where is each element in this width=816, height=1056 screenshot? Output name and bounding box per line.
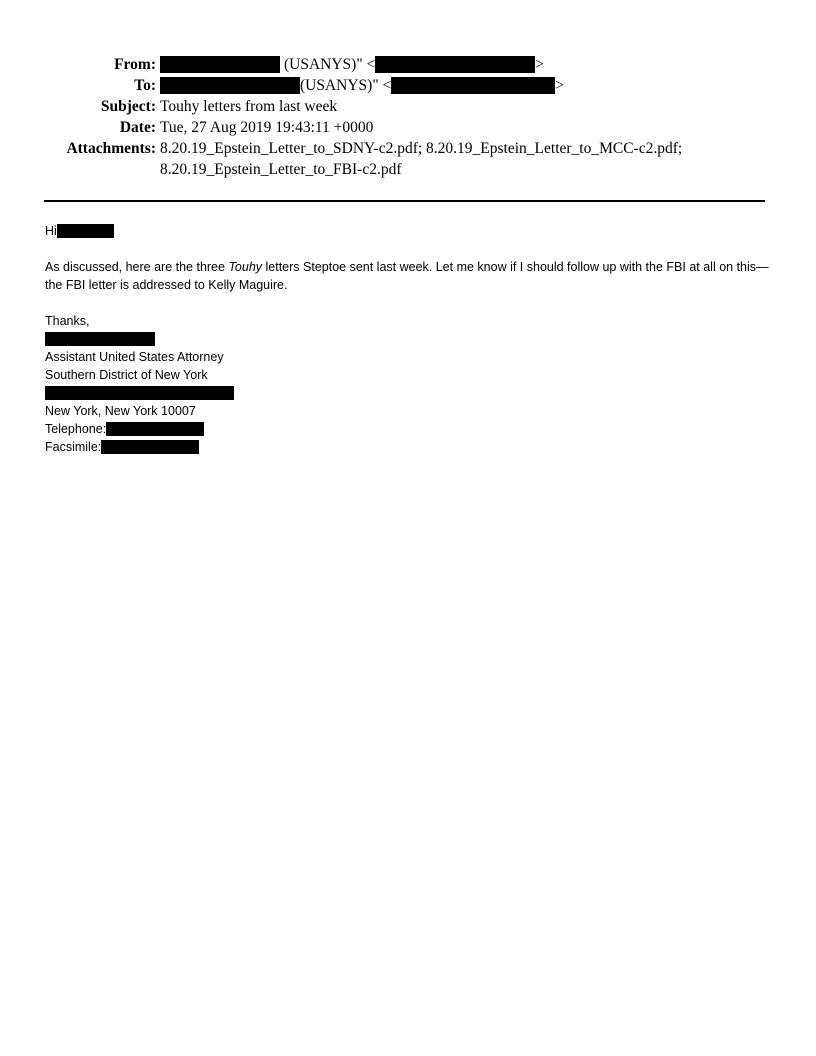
to-row [0, 75, 816, 96]
email-header [0, 54, 816, 180]
greeting-line [45, 222, 775, 240]
signature-address [45, 384, 775, 402]
subject-row [0, 96, 816, 117]
attachments-row [0, 138, 816, 180]
greeting: Hi [45, 224, 57, 238]
telephone-label: Telephone: [45, 422, 107, 436]
to-label: To: [134, 77, 156, 94]
redaction-block [57, 224, 114, 238]
redaction-block [375, 56, 535, 73]
redaction-block [45, 332, 155, 346]
from-close: > [535, 56, 545, 73]
attachment-line: 8.20.19_Epstein_Letter_to_FBI-c2.pdf [160, 161, 402, 178]
subject-value: Touhy letters from last week [160, 98, 338, 115]
date-label: Date: [119, 119, 156, 136]
from-text: (USANYS)" < [284, 56, 376, 73]
attachment-line: 8.20.19_Epstein_Letter_to_SDNY-c2.pdf; 8.20.19_Epstein_Letter_to_MCC-c2.pdf; [160, 140, 683, 157]
telephone-line [45, 420, 775, 438]
signoff: Thanks, [45, 314, 90, 328]
message-paragraph: As discussed, here are the three Touhy letters Steptoe sent last week. Let me know if I should follow up with the FBI at all on this—the FBI letter is addressed to Kelly Maguire. [45, 260, 769, 292]
date-row [0, 117, 816, 138]
redaction-block [106, 422, 204, 436]
redaction-block [160, 56, 280, 73]
redaction-block [160, 77, 300, 94]
subject-label: Subject: [100, 98, 156, 115]
redaction-block [101, 440, 199, 454]
redaction-block [45, 386, 234, 400]
to-text: (USANYS)" < [300, 77, 392, 94]
facsimile-line [45, 438, 775, 456]
from-value [160, 54, 760, 75]
signature-city: New York, New York 10007 [45, 404, 196, 418]
facsimile-label: Facsimile: [45, 440, 102, 454]
to-close: > [555, 77, 565, 94]
header-divider [44, 200, 765, 202]
from-row [0, 54, 816, 75]
touhy-italic: Touhy [228, 260, 263, 274]
signature-office: Southern District of New York [45, 368, 208, 382]
from-label: From: [114, 56, 156, 73]
signature-title: Assistant United States Attorney [45, 350, 224, 364]
attachments-label: Attachments: [66, 140, 156, 157]
date-value: Tue, 27 Aug 2019 19:43:11 +0000 [160, 119, 374, 136]
signature-name [45, 330, 775, 348]
attachments-value [160, 138, 760, 180]
email-body [45, 222, 775, 456]
to-value [160, 75, 760, 96]
redaction-block [391, 77, 555, 94]
